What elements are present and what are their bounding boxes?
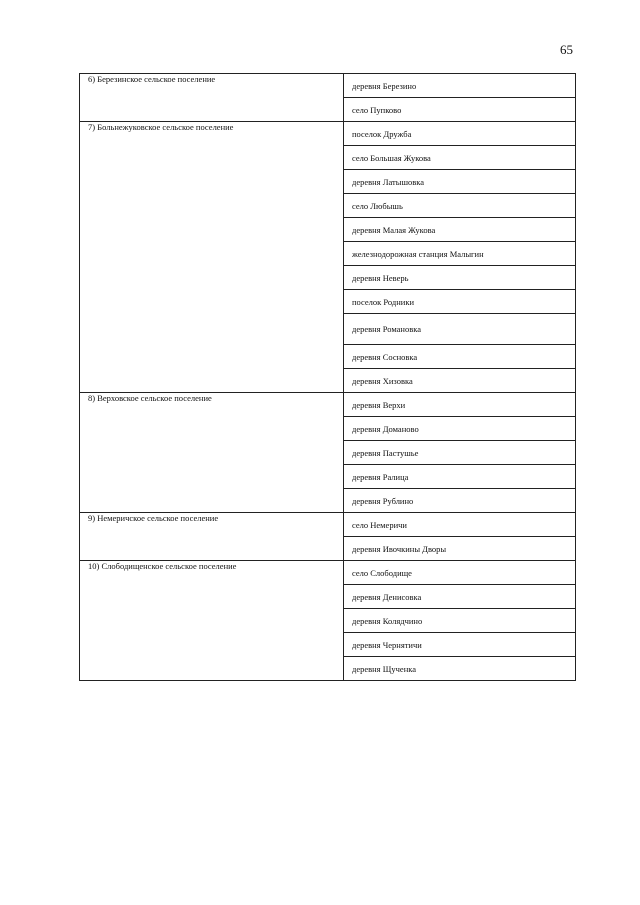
locality-cell: деревня Ивочкины Дворы xyxy=(344,537,576,561)
locality-cell: деревня Малая Жукова xyxy=(344,218,576,242)
locality-cell: село Немеричи xyxy=(344,513,576,537)
table-row xyxy=(80,122,576,146)
locality-cell: деревня Ралица xyxy=(344,465,576,489)
table-row xyxy=(80,74,576,98)
settlement-name: 10) Слободищенское сельское поселение xyxy=(80,561,344,681)
locality-cell: деревня Колядчино xyxy=(344,609,576,633)
locality-cell: деревня Хизовка xyxy=(344,369,576,393)
locality-cell: деревня Щученка xyxy=(344,657,576,681)
settlement-name: 8) Верховское сельское поселение xyxy=(80,393,344,513)
locality-cell: деревня Березино xyxy=(344,74,576,98)
locality-cell: деревня Верхи xyxy=(344,393,576,417)
settlement-name: 9) Немеричское сельское поселение xyxy=(80,513,344,561)
locality-cell: деревня Неверь xyxy=(344,266,576,290)
locality-cell: деревня Романовка xyxy=(344,314,576,345)
locality-cell: деревня Денисовка xyxy=(344,585,576,609)
locality-cell: деревня Сосновка xyxy=(344,345,576,369)
settlements-table xyxy=(79,73,576,681)
settlement-name: 7) Больнежуковское сельское поселение xyxy=(80,122,344,393)
locality-cell: поселок Дружба xyxy=(344,122,576,146)
locality-cell: деревня Доманово xyxy=(344,417,576,441)
locality-cell: деревня Латышовка xyxy=(344,170,576,194)
locality-cell: деревня Рублино xyxy=(344,489,576,513)
locality-cell: деревня Чернятичи xyxy=(344,633,576,657)
locality-cell: деревня Пастушье xyxy=(344,441,576,465)
table-row xyxy=(80,513,576,537)
locality-cell: село Слободище xyxy=(344,561,576,585)
locality-cell: поселок Родники xyxy=(344,290,576,314)
locality-cell: село Большая Жукова xyxy=(344,146,576,170)
locality-cell: село Пупково xyxy=(344,98,576,122)
page-number: 65 xyxy=(560,42,573,57)
table-row xyxy=(80,561,576,585)
locality-cell: село Любышь xyxy=(344,194,576,218)
settlement-name: 6) Березинское сельское поселение xyxy=(80,74,344,122)
table-row xyxy=(80,393,576,417)
locality-cell: железнодорожная станция Малыгин xyxy=(344,242,576,266)
